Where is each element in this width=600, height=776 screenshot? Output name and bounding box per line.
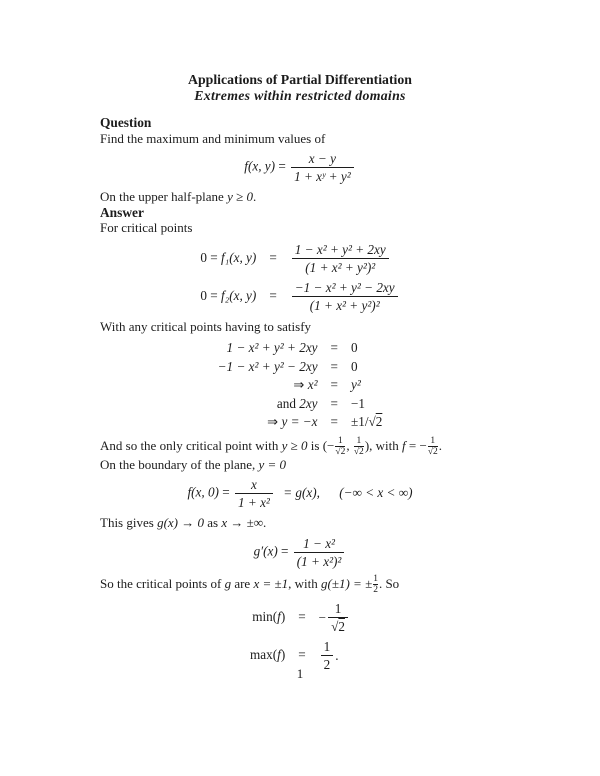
fraction-denominator: 1 + x² [235, 493, 273, 510]
sqrt-radicand: 2 [375, 414, 383, 429]
f1-function: f₁(x, y) [220, 250, 257, 266]
equation-lhs [200, 250, 256, 266]
g-limit: g(x) → 0 [157, 515, 204, 530]
equation-rhs [290, 280, 400, 313]
equation-g-derivative [100, 536, 500, 569]
question-heading: Question [100, 115, 152, 130]
critical-points-intro: For critical points [100, 220, 193, 235]
inline-fraction: $\frac{1}{√2}$ [353, 435, 364, 457]
fraction-denominator: 1 + xʸ + y² [291, 167, 354, 184]
fraction-denominator: (1 + x²)² [294, 552, 345, 569]
zero-equals: 0 = [200, 288, 221, 304]
f-variable: f [277, 609, 281, 625]
equals-sign: = [330, 377, 338, 392]
f-variable: f [402, 437, 406, 453]
equation-boundary-function [100, 477, 500, 510]
g-critical-sentence: So the critical points of g are x = ±1, with g(±1) = ± $\frac{1}{2}$ . So [100, 573, 400, 595]
equals-sign: = [330, 395, 338, 411]
equals-sign: = [269, 288, 277, 304]
equals-sign: = [330, 414, 338, 429]
sqrt-sign: √ [368, 414, 376, 429]
fraction-denominator: 2 [321, 655, 334, 672]
equation-rhs [351, 414, 382, 430]
zero-equals: 0 = [200, 250, 221, 266]
result-equations [100, 601, 500, 672]
equation-lhs: max(f) [250, 647, 286, 663]
equation-lhs: ⇒ x² [293, 377, 318, 392]
fraction [328, 601, 348, 634]
period: . [335, 647, 339, 663]
inline-fraction: $\frac{1}{2}$ [373, 573, 378, 595]
f-variable: f [277, 647, 281, 663]
max-operator: max( [250, 647, 278, 663]
equals-sign: = [330, 340, 338, 355]
equals-sign: = [278, 158, 286, 174]
f2-function: f₂(x, y) [220, 288, 257, 304]
equals-sign: = [330, 358, 338, 374]
fraction [292, 242, 389, 275]
domain-condition: y ≥ 0 [227, 189, 253, 204]
condition: y ≥ 0 [281, 437, 308, 453]
sqrt-radicand: 2 [338, 618, 345, 634]
fraction-numerator: −1 − x² + y² − 2xy [294, 279, 395, 295]
min-operator: min( [252, 609, 278, 625]
equation-rhs [319, 601, 350, 634]
fraction-numerator: 1 − x² + y² + 2xy [294, 241, 386, 257]
equation-rhs: 0 [350, 358, 358, 374]
fraction-denominator: (1 + x² + y²)² [292, 296, 398, 313]
equation-lhs: f(x, 0) [187, 484, 219, 500]
equation-rhs: 0 [350, 340, 358, 355]
document-subtitle: Extremes within restricted domains [194, 87, 406, 103]
implies-arrow: ⇒ [293, 377, 308, 392]
fraction [294, 536, 345, 569]
limit-sentence: This gives g(x) → 0 as x → ±∞. [100, 515, 267, 530]
fraction [235, 477, 273, 510]
inline-fraction: $\frac{1}{√2}$ [427, 435, 438, 457]
implies-arrow: ⇒ [267, 414, 282, 429]
fraction [292, 280, 398, 313]
fraction-denominator [328, 617, 348, 634]
document-body [100, 72, 500, 678]
equation-lhs [200, 288, 256, 304]
boundary-line: On the boundary of the plane, y = 0 [100, 456, 287, 472]
equation-lhs: f(x, y) [244, 158, 276, 174]
answer-heading: Answer [100, 204, 144, 220]
plus-minus-fraction: ±1/ [350, 414, 369, 429]
critical-point-sentence: And so the only critical point with y ≥ 0 is (− $\frac{1}{√2}$ , $\frac{1}{√2}$ ), with f = − $\frac{1}{√2}$ . [100, 435, 443, 457]
equation-f-definition [100, 151, 500, 184]
fraction-numerator: 1 [334, 600, 342, 616]
equation-rhs: y² [350, 377, 361, 392]
equation-lhs: and 2xy [276, 395, 318, 411]
equation-lhs: g′(x) [253, 543, 278, 559]
x-limit: x → ±∞ [221, 515, 264, 530]
minus-sign: − [318, 609, 327, 625]
equation-lhs: ⇒ y = −x [267, 414, 318, 429]
x-range: (−∞ < x < ∞) [339, 484, 413, 500]
domain-period: . [252, 189, 257, 204]
domain-text: On the upper half-plane [100, 189, 228, 204]
equals-g: = g(x), [283, 484, 320, 500]
equals-sign: = [281, 543, 289, 559]
gradient-equations [100, 242, 500, 313]
fraction-numerator: x [251, 477, 257, 492]
equals-sign: = [298, 647, 306, 663]
domain-line [100, 189, 500, 205]
equals-sign: = [269, 250, 277, 266]
equation-lhs: min(f) [252, 609, 286, 625]
and-text: and [276, 395, 300, 411]
equals-sign: = [222, 484, 230, 500]
equals-sign: = [298, 609, 306, 625]
g-variable: g [224, 575, 232, 591]
page-number: 1 [296, 666, 304, 681]
satisfy-intro: With any critical points having to satisfy [100, 318, 312, 334]
inline-fraction: $\frac{1}{√2}$ [335, 435, 346, 457]
equation-rhs [290, 242, 391, 275]
fraction-denominator: (1 + x² + y²)² [292, 258, 389, 275]
document-title: Applications of Partial Differentiation [188, 72, 412, 87]
fraction-numerator: 1 [323, 638, 331, 654]
fraction [291, 151, 354, 184]
fraction-numerator: x − y [308, 151, 336, 166]
equation-rhs: −1 [350, 395, 366, 411]
boundary-condition: y = 0 [258, 456, 287, 472]
equation-lhs: −1 − x² + y² − 2xy [217, 358, 318, 374]
equation-lhs: 1 − x² + y² + 2xy [226, 340, 318, 355]
fraction-numerator: 1 − x² [303, 535, 336, 551]
question-intro: Find the maximum and minimum values of [100, 130, 326, 146]
system-equations [100, 340, 500, 430]
sqrt-sign: √ [331, 618, 339, 634]
